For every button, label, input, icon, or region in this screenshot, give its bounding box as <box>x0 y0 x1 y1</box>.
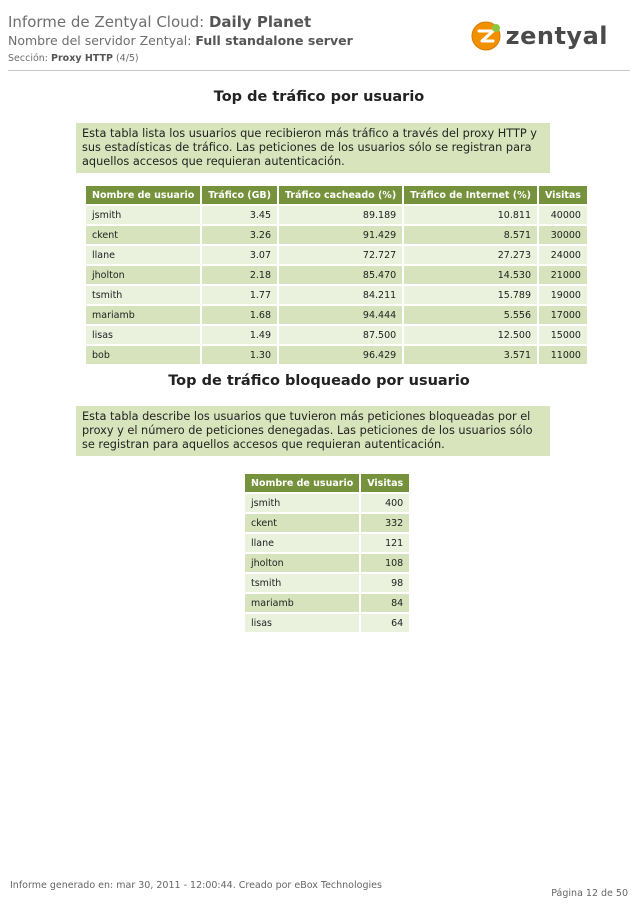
page-number: Página 12 de 50 <box>551 888 628 899</box>
section-title-traffic: Top de tráfico por usuario <box>213 89 425 105</box>
table-header-row <box>86 186 587 204</box>
table-cell: 30000 <box>539 226 587 244</box>
table-cell: 27.273 <box>404 246 537 264</box>
table-cell: 21000 <box>539 266 587 284</box>
table-header-row <box>245 474 409 492</box>
blocked-table-body <box>245 494 409 632</box>
table-cell: 24000 <box>539 246 587 264</box>
table-cell: 3.26 <box>202 226 277 244</box>
table-cell: 1.68 <box>202 306 277 324</box>
user-name-cell: mariamb <box>86 306 200 324</box>
user-name-cell: jholton <box>86 266 200 284</box>
column-header: Tráfico de Internet (%) <box>404 186 537 204</box>
column-header: Nombre de usuario <box>245 474 359 492</box>
table-cell: 40000 <box>539 206 587 224</box>
company-name: Daily Planet <box>208 13 312 31</box>
server-name-value: Full standalone server <box>195 33 353 48</box>
table-cell: 91.429 <box>279 226 402 244</box>
header-divider <box>8 70 630 71</box>
table-cell: 84 <box>361 594 409 612</box>
table-row <box>86 246 587 264</box>
table-cell: 3.571 <box>404 346 537 364</box>
column-header: Tráfico cacheado (%) <box>279 186 402 204</box>
user-name-cell: tsmith <box>245 574 359 592</box>
report-generated-footer: Informe generado en: mar 30, 2011 - 12:00:44. Creado por eBox Technologies <box>10 880 382 891</box>
section-description-blocked: Esta tabla describe los usuarios que tuvieron más peticiones bloqueadas por el proxy y el número de peticiones denegadas. Las peticiones de los usuarios sólo se registran para aquellos accesos que requieran autenticación. <box>76 406 550 456</box>
traffic-table-body <box>86 206 587 364</box>
table-row <box>86 266 587 284</box>
table-cell: 3.07 <box>202 246 277 264</box>
table-cell: 10.811 <box>404 206 537 224</box>
table-cell: 11000 <box>539 346 587 364</box>
table-cell: 87.500 <box>279 326 402 344</box>
column-header: Nombre de usuario <box>86 186 200 204</box>
table-row <box>86 286 587 304</box>
report-header <box>8 14 353 66</box>
user-name-cell: jsmith <box>245 494 359 512</box>
table-row <box>86 306 587 324</box>
table-cell: 14.530 <box>404 266 537 284</box>
report-title: Informe de Zentyal Cloud: Daily Planet <box>8 13 312 31</box>
user-name-cell: jholton <box>245 554 359 572</box>
section-label: Sección: Proxy HTTP (4/5) <box>8 53 139 64</box>
table-cell: 19000 <box>539 286 587 304</box>
blocked-traffic-table <box>243 472 411 634</box>
table-row <box>86 206 587 224</box>
table-cell: 85.470 <box>279 266 402 284</box>
table-row <box>86 226 587 244</box>
user-name-cell: bob <box>86 346 200 364</box>
table-cell: 12.500 <box>404 326 537 344</box>
zentyal-logo-text: zentyal <box>505 22 608 50</box>
table-cell: 2.18 <box>202 266 277 284</box>
user-name-cell: ckent <box>245 514 359 532</box>
table-cell: 121 <box>361 534 409 552</box>
table-row <box>245 534 409 552</box>
table-cell: 1.77 <box>202 286 277 304</box>
table-row <box>245 514 409 532</box>
user-name-cell: tsmith <box>86 286 200 304</box>
table-cell: 98 <box>361 574 409 592</box>
table-cell: 1.30 <box>202 346 277 364</box>
table-cell: 84.211 <box>279 286 402 304</box>
table-cell: 64 <box>361 614 409 632</box>
table-cell: 8.571 <box>404 226 537 244</box>
table-cell: 72.727 <box>279 246 402 264</box>
table-cell: 17000 <box>539 306 587 324</box>
table-cell: 1.49 <box>202 326 277 344</box>
zentyal-logo <box>470 20 608 52</box>
table-row <box>245 554 409 572</box>
table-row <box>245 594 409 612</box>
table-cell: 5.556 <box>404 306 537 324</box>
table-row <box>86 326 587 344</box>
section-title-blocked: Top de tráfico bloqueado por usuario <box>168 373 470 389</box>
table-cell: 400 <box>361 494 409 512</box>
table-cell: 108 <box>361 554 409 572</box>
table-cell: 96.429 <box>279 346 402 364</box>
zentyal-logo-icon <box>470 20 502 52</box>
user-name-cell: ckent <box>86 226 200 244</box>
column-header: Tráfico (GB) <box>202 186 277 204</box>
table-cell: 89.189 <box>279 206 402 224</box>
table-row <box>245 614 409 632</box>
section-name: Proxy HTTP <box>51 53 113 64</box>
section-description-traffic: Esta tabla lista los usuarios que recibieron más tráfico a través del proxy HTTP y sus estadísticas de tráfico. Las peticiones de los usuarios sólo se registran para aquellos accesos que requieran autenticación. <box>76 123 550 173</box>
server-name: Nombre del servidor Zentyal: Full standalone server <box>8 33 353 48</box>
table-cell: 332 <box>361 514 409 532</box>
user-name-cell: llane <box>86 246 200 264</box>
table-row <box>245 574 409 592</box>
column-header: Visitas <box>361 474 409 492</box>
user-name-cell: lisas <box>86 326 200 344</box>
user-name-cell: lisas <box>245 614 359 632</box>
user-name-cell: llane <box>245 534 359 552</box>
column-header: Visitas <box>539 186 587 204</box>
table-cell: 15000 <box>539 326 587 344</box>
table-cell: 3.45 <box>202 206 277 224</box>
table-row <box>245 494 409 512</box>
table-cell: 15.789 <box>404 286 537 304</box>
table-row <box>86 346 587 364</box>
user-name-cell: jsmith <box>86 206 200 224</box>
table-cell: 94.444 <box>279 306 402 324</box>
traffic-table <box>84 184 589 366</box>
user-name-cell: mariamb <box>245 594 359 612</box>
